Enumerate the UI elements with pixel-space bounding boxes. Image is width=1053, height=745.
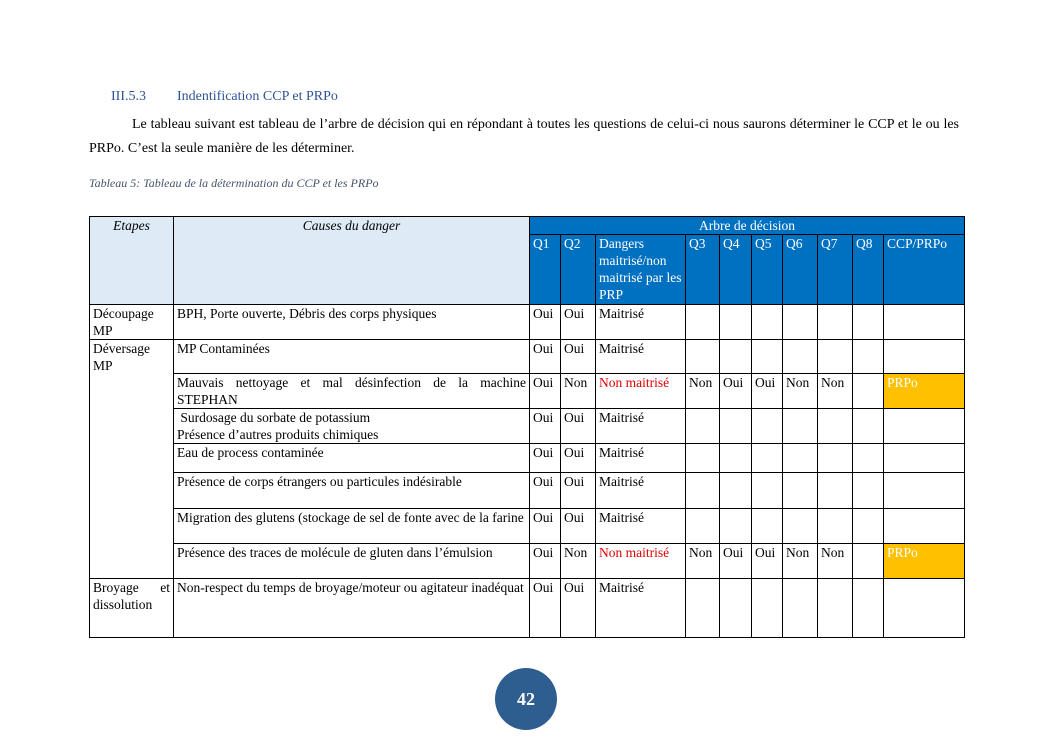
table-row — [90, 305, 965, 340]
answer-cell: Oui — [530, 473, 561, 509]
prp-status-cell: Maitrisé — [596, 444, 686, 473]
table-row — [90, 409, 965, 444]
answer-cell — [783, 444, 818, 473]
answer-cell: Non — [818, 374, 853, 409]
answer-cell — [818, 305, 853, 340]
answer-cell — [783, 305, 818, 340]
prp-status-cell: Maitrisé — [596, 409, 686, 444]
cause-cell: Mauvais nettoyage et mal désinfection de la machine STEPHAN — [174, 374, 530, 409]
prp-status-cell: Maitrisé — [596, 340, 686, 374]
answer-cell — [853, 340, 884, 374]
answer-cell: Oui — [530, 374, 561, 409]
answer-cell: Oui — [561, 579, 596, 638]
decision-tree-table — [89, 216, 965, 638]
answer-cell — [686, 409, 720, 444]
answer-cell — [686, 473, 720, 509]
ccp-prpo-cell — [884, 444, 965, 473]
cause-cell: Non-respect du temps de broyage/moteur ou agitateur inadéquat — [174, 579, 530, 638]
answer-cell — [686, 509, 720, 544]
answer-cell: Non — [783, 374, 818, 409]
answer-cell: Oui — [752, 374, 783, 409]
answer-cell — [853, 374, 884, 409]
answer-cell: Oui — [752, 544, 783, 579]
cause-cell: Présence des traces de molécule de gluten dans l’émulsion — [174, 544, 530, 579]
table-row — [90, 509, 965, 544]
answer-cell — [686, 340, 720, 374]
answer-cell — [720, 509, 752, 544]
ccp-prpo-cell — [884, 305, 965, 340]
answer-cell — [783, 509, 818, 544]
answer-cell — [686, 579, 720, 638]
ccp-prpo-cell — [884, 409, 965, 444]
prp-status-cell: Maitrisé — [596, 579, 686, 638]
page-number: 42 — [495, 668, 557, 730]
answer-cell — [818, 473, 853, 509]
answer-cell: Oui — [530, 509, 561, 544]
answer-cell: Oui — [561, 473, 596, 509]
prp-status-cell: Maitrisé — [596, 305, 686, 340]
answer-cell — [720, 340, 752, 374]
table-row — [90, 374, 965, 409]
answer-cell — [818, 579, 853, 638]
section-number: III.5.3 — [111, 89, 146, 104]
answer-cell — [818, 444, 853, 473]
answer-cell — [752, 409, 783, 444]
answer-cell — [720, 409, 752, 444]
header-etapes: Etapes — [90, 217, 174, 305]
answer-cell: Oui — [530, 340, 561, 374]
answer-cell — [720, 444, 752, 473]
answer-cell — [783, 340, 818, 374]
header-q6: Q6 — [783, 235, 818, 305]
ccp-prpo-cell — [884, 509, 965, 544]
cause-cell: Eau de process contaminée — [174, 444, 530, 473]
etape-cell: Découpage MP — [90, 305, 174, 340]
answer-cell: Oui — [530, 544, 561, 579]
ccp-prpo-cell — [884, 473, 965, 509]
etape-cell: Broyage et dissolution — [90, 579, 174, 638]
ccp-prpo-cell: PRPo — [884, 544, 965, 579]
answer-cell: Oui — [720, 544, 752, 579]
answer-cell: Oui — [561, 509, 596, 544]
answer-cell — [853, 473, 884, 509]
header-causes: Causes du danger — [174, 217, 530, 305]
ccp-prpo-cell — [884, 579, 965, 638]
answer-cell: Oui — [561, 305, 596, 340]
answer-cell: Non — [686, 544, 720, 579]
answer-cell — [752, 305, 783, 340]
header-q2: Q2 — [561, 235, 596, 305]
answer-cell — [752, 444, 783, 473]
cause-line: Surdosage du sorbate de potassium — [180, 410, 371, 425]
answer-cell: Oui — [530, 305, 561, 340]
answer-cell — [720, 579, 752, 638]
cause-line: Présence d’autres produits chimiques — [177, 427, 379, 442]
answer-cell — [818, 340, 853, 374]
answer-cell — [752, 509, 783, 544]
cause-cell — [174, 409, 530, 444]
intro-paragraph-text: Le tableau suivant est tableau de l’arbre de décision qui en répondant à toutes les questions de celui-ci nous saurons déterminer le CCP et le ou les PRPo. C’est la seule manière de les déterminer. — [89, 117, 959, 156]
ccp-prpo-cell — [884, 340, 965, 374]
header-q7: Q7 — [818, 235, 853, 305]
header-dangers-prp: Dangers maitrisé/non maitrisé par les PRP — [596, 235, 686, 305]
answer-cell: Oui — [530, 579, 561, 638]
answer-cell — [752, 340, 783, 374]
answer-cell: Oui — [720, 374, 752, 409]
intro-paragraph — [89, 113, 959, 161]
answer-cell — [720, 473, 752, 509]
answer-cell — [720, 305, 752, 340]
answer-cell — [853, 444, 884, 473]
header-q4: Q4 — [720, 235, 752, 305]
answer-cell — [752, 473, 783, 509]
answer-cell — [853, 305, 884, 340]
answer-cell: Non — [686, 374, 720, 409]
prp-status-cell: Non maitrisé — [596, 374, 686, 409]
cause-cell: BPH, Porte ouverte, Débris des corps physiques — [174, 305, 530, 340]
answer-cell — [853, 544, 884, 579]
header-q8: Q8 — [853, 235, 884, 305]
answer-cell — [752, 579, 783, 638]
cause-cell: Migration des glutens (stockage de sel de fonte avec de la farine — [174, 509, 530, 544]
ccp-prpo-cell: PRPo — [884, 374, 965, 409]
answer-cell — [783, 409, 818, 444]
answer-cell — [783, 473, 818, 509]
answer-cell — [818, 409, 853, 444]
answer-cell: Non — [783, 544, 818, 579]
cause-cell: MP Contaminées — [174, 340, 530, 374]
prp-status-cell: Non maitrisé — [596, 544, 686, 579]
header-q5: Q5 — [752, 235, 783, 305]
table-row — [90, 444, 965, 473]
answer-cell — [686, 305, 720, 340]
answer-cell — [853, 409, 884, 444]
prp-status-cell: Maitrisé — [596, 473, 686, 509]
prp-status-cell: Maitrisé — [596, 509, 686, 544]
section-title: Indentification CCP et PRPo — [177, 89, 338, 104]
answer-cell: Oui — [561, 409, 596, 444]
header-q3: Q3 — [686, 235, 720, 305]
answer-cell: Oui — [561, 340, 596, 374]
header-decision-tree: Arbre de décision — [530, 217, 965, 235]
section-heading — [111, 89, 338, 105]
table-caption: Tableau 5: Tableau de la détermination du CCP et les PRPo — [89, 176, 379, 190]
answer-cell: Oui — [561, 444, 596, 473]
header-ccp-prpo: CCP/PRPo — [884, 235, 965, 305]
header-q1: Q1 — [530, 235, 561, 305]
table-row — [90, 340, 965, 374]
answer-cell — [783, 579, 818, 638]
etape-cell: Déversage MP — [90, 340, 174, 579]
answer-cell — [818, 509, 853, 544]
answer-cell — [686, 444, 720, 473]
table-row — [90, 579, 965, 638]
answer-cell: Non — [561, 544, 596, 579]
answer-cell: Oui — [530, 444, 561, 473]
table-row — [90, 473, 965, 509]
answer-cell — [853, 579, 884, 638]
answer-cell: Non — [818, 544, 853, 579]
answer-cell: Oui — [530, 409, 561, 444]
table-row — [90, 544, 965, 579]
answer-cell — [853, 509, 884, 544]
answer-cell: Non — [561, 374, 596, 409]
cause-cell: Présence de corps étrangers ou particules indésirable — [174, 473, 530, 509]
